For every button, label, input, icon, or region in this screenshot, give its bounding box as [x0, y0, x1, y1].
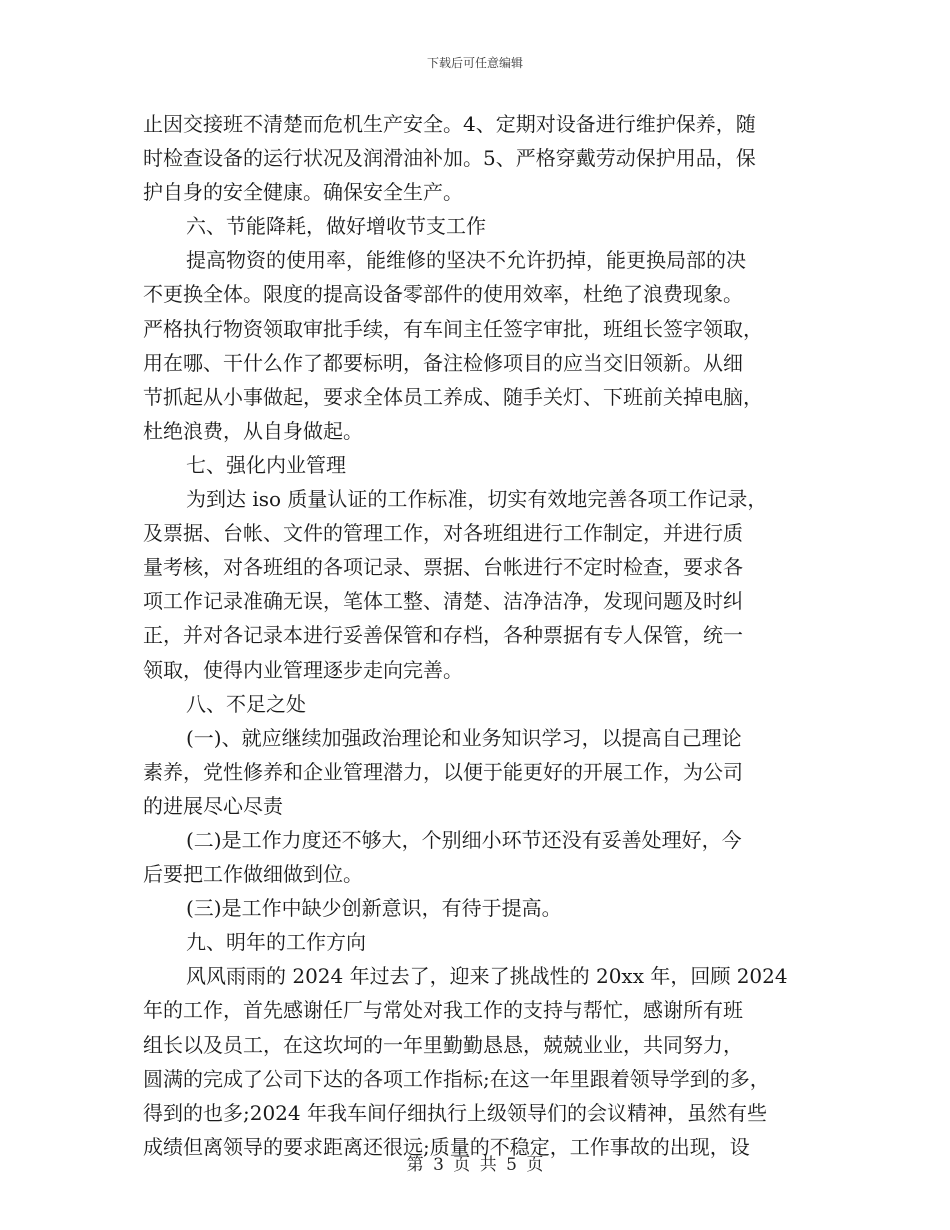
text-line: 风风雨雨的 2024 年过去了，迎来了挑战性的 20xx 年，回顾 2024: [186, 964, 788, 989]
text-line: 量考核，对各班组的各项记录、票据、台帐进行不定时检查，要求各: [143, 555, 743, 580]
text-line: 组长以及员工，在这坎坷的一年里勤勤恳恳，兢兢业业，共同努力，: [143, 1032, 743, 1057]
page-header: 下载后可任意编辑: [426, 56, 523, 70]
text-line: 的进展尽心尽责: [143, 793, 283, 818]
text-line: 项工作记录准确无误，笔体工整、清楚、洁净洁净，发现问题及时纠: [143, 589, 743, 614]
page-number-footer: 第 3 页 共 5 页: [406, 1155, 544, 1175]
text-line: 后要把工作做细做到位。: [143, 862, 363, 887]
text-line: 用在哪、干什么作了都要标明，备注检修项目的应当交旧领新。从细: [143, 350, 743, 375]
text-line: 杜绝浪费，从自身做起。: [143, 418, 363, 443]
text-line: 为到达 iso 质量认证的工作标准，切实有效地完善各项工作记录，: [186, 487, 768, 512]
text-line: 时检查设备的运行状况及润滑油补加。5、严格穿戴劳动保护用品，保: [143, 146, 756, 171]
text-line: 圆满的完成了公司下达的各项工作指标;在这一年里跟着领导学到的多，: [143, 1066, 770, 1091]
text-line: 九、明年的工作方向: [186, 930, 366, 955]
text-line: 八、不足之处: [186, 691, 306, 716]
text-line: 止因交接班不清楚而危机生产安全。4、定期对设备进行维护保养，随: [143, 112, 756, 136]
text-line: 素养，党性修养和企业管理潜力，以便于能更好的开展工作，为公司: [143, 759, 743, 784]
text-line: 不更换全体。限度的提高设备零部件的使用效率，杜绝了浪费现象。: [143, 282, 743, 307]
text-line: (一)、就应继续加强政治理论和业务知识学习，以提高自己理论: [186, 725, 742, 750]
text-line: 年的工作，首先感谢任厂与常处对我工作的支持与帮忙，感谢所有班: [143, 998, 743, 1023]
text-line: 提高物资的使用率，能维修的坚决不允许扔掉，能更换局部的决: [186, 248, 746, 273]
text-line: 护自身的安全健康。确保安全生产。: [143, 180, 463, 205]
text-line: 成绩但离领导的要求距离还很远;质量的不稳定，工作事故的出现，设: [143, 1134, 750, 1159]
text-line: 领取，使得内业管理逐步走向完善。: [143, 657, 463, 682]
text-line: 正，并对各记录本进行妥善保管和存档，各种票据有专人保管，统一: [143, 623, 743, 648]
text-line: 得到的也多;2024 年我车间仔细执行上级领导们的会议精神，虽然有些: [143, 1100, 767, 1125]
text-line: 七、强化内业管理: [186, 452, 346, 477]
text-line: 节抓起从小事做起，要求全体员工养成、随手关灯、下班前关掉电脑，: [143, 384, 763, 409]
text-line: (三)是工作中缺少创新意识，有待于提高。: [186, 896, 562, 921]
text-line: 六、节能降耗，做好增收节支工作: [186, 214, 486, 239]
text-line: 及票据、台帐、文件的管理工作，对各班组进行工作制定，并进行质: [143, 521, 743, 546]
text-line: (二)是工作力度还不够大，个别细小环节还没有妥善处理好，今: [186, 827, 742, 852]
document-body: [143, 107, 813, 1164]
text-line: 严格执行物资领取审批手续，有车间主任签字审批，班组长签字领取，: [143, 316, 763, 341]
